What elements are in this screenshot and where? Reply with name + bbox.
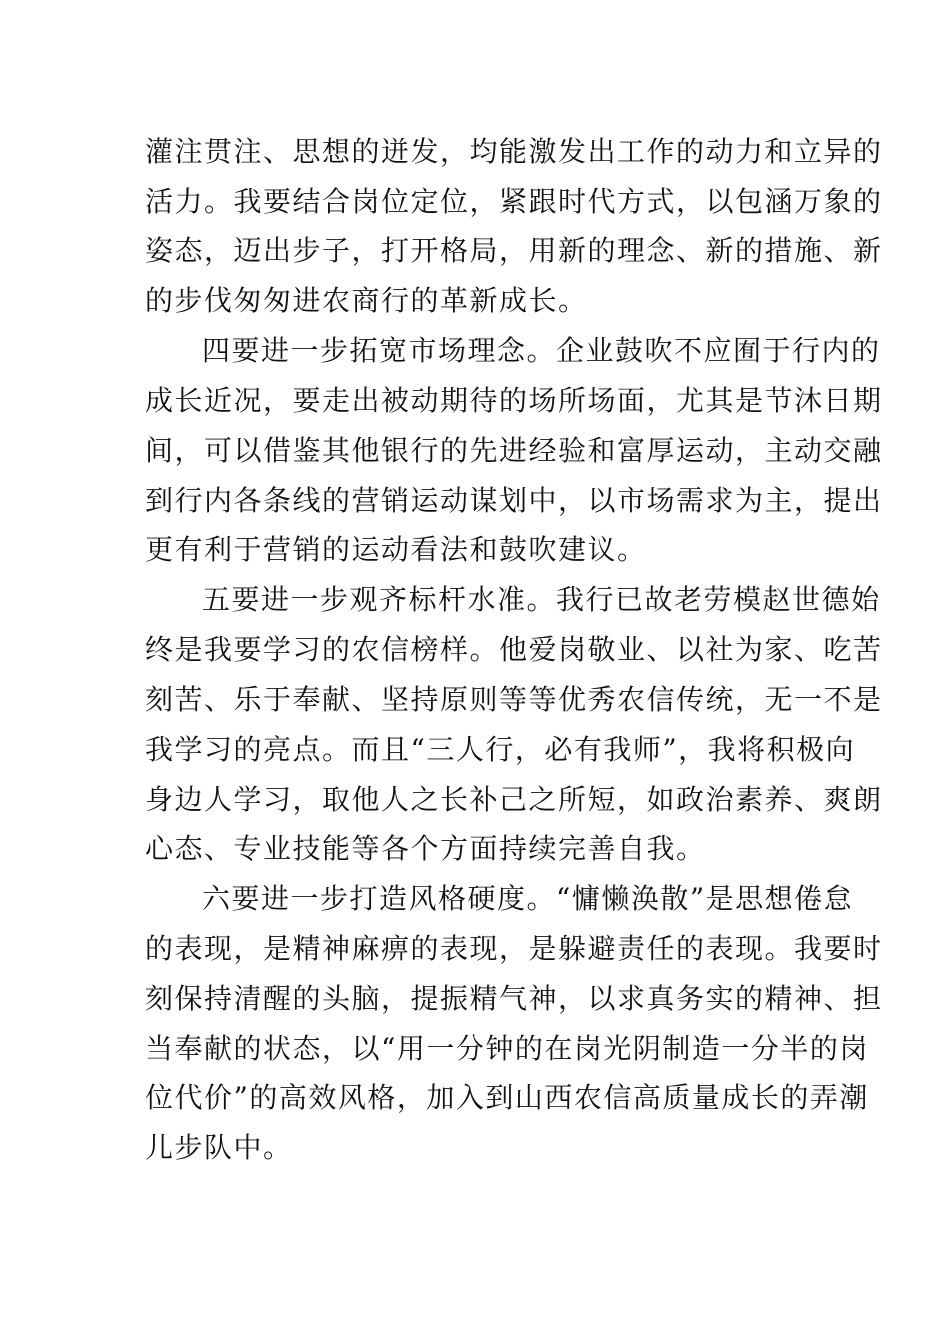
text-line: 灌注贯注、思想的迸发，均能激发出工作的动力和立异的 <box>145 135 883 168</box>
text-line: 到行内各条线的营销运动谋划中，以市场需求为主，提出 <box>145 484 883 517</box>
text-line: 的表现，是精神麻痹的表现，是躲避责任的表现。我要时 <box>145 932 883 965</box>
text-line: 位代价”的高效风格，加入到山西农信高质量成长的弄潮 <box>145 1081 869 1114</box>
text-line: 儿步队中。 <box>145 1131 293 1164</box>
text-line: 当奉献的状态，以“用一分钟的在岗光阴制造一分半的岗 <box>145 1032 869 1065</box>
text-line: 终是我要学习的农信榜样。他爱岗敬业、以社为家、吃苦 <box>145 633 883 666</box>
text-line: 我学习的亮点。而且“三人行，必有我师”，我将积极向 <box>145 733 856 766</box>
text-line: 的步伐匆匆进农商行的革新成长。 <box>145 284 588 317</box>
text-line: 六要进一步打造风格硬度。“慵懒涣散”是思想倦怠 <box>202 882 854 915</box>
text-line: 刻苦、乐于奉献、坚持原则等等优秀农信传统，无一不是 <box>145 683 883 716</box>
text-line: 成长近况，要走出被动期待的场所场面，尤其是节沐日期 <box>145 384 883 417</box>
text-line: 五要进一步观齐标杆水准。我行已故老劳模赵世德始 <box>202 583 881 616</box>
text-line: 心态、专业技能等各个方面持续完善自我。 <box>145 832 706 865</box>
text-line: 刻保持清醒的头脑，提振精气神，以求真务实的精神、担 <box>145 982 883 1015</box>
text-line: 四要进一步拓宽市场理念。企业鼓吹不应囿于行内的 <box>202 334 881 367</box>
text-line: 姿态，迈出步子，打开格局，用新的理念、新的措施、新 <box>145 234 883 267</box>
text-line: 身边人学习，取他人之长补己之所短，如政治素养、爽朗 <box>145 783 883 816</box>
text-line: 更有利于营销的运动看法和鼓吹建议。 <box>145 533 647 566</box>
text-line: 活力。我要结合岗位定位，紧跟时代方式，以包涵万象的 <box>145 185 883 218</box>
text-line: 间，可以借鉴其他银行的先进经验和富厚运动，主动交融 <box>145 434 883 467</box>
